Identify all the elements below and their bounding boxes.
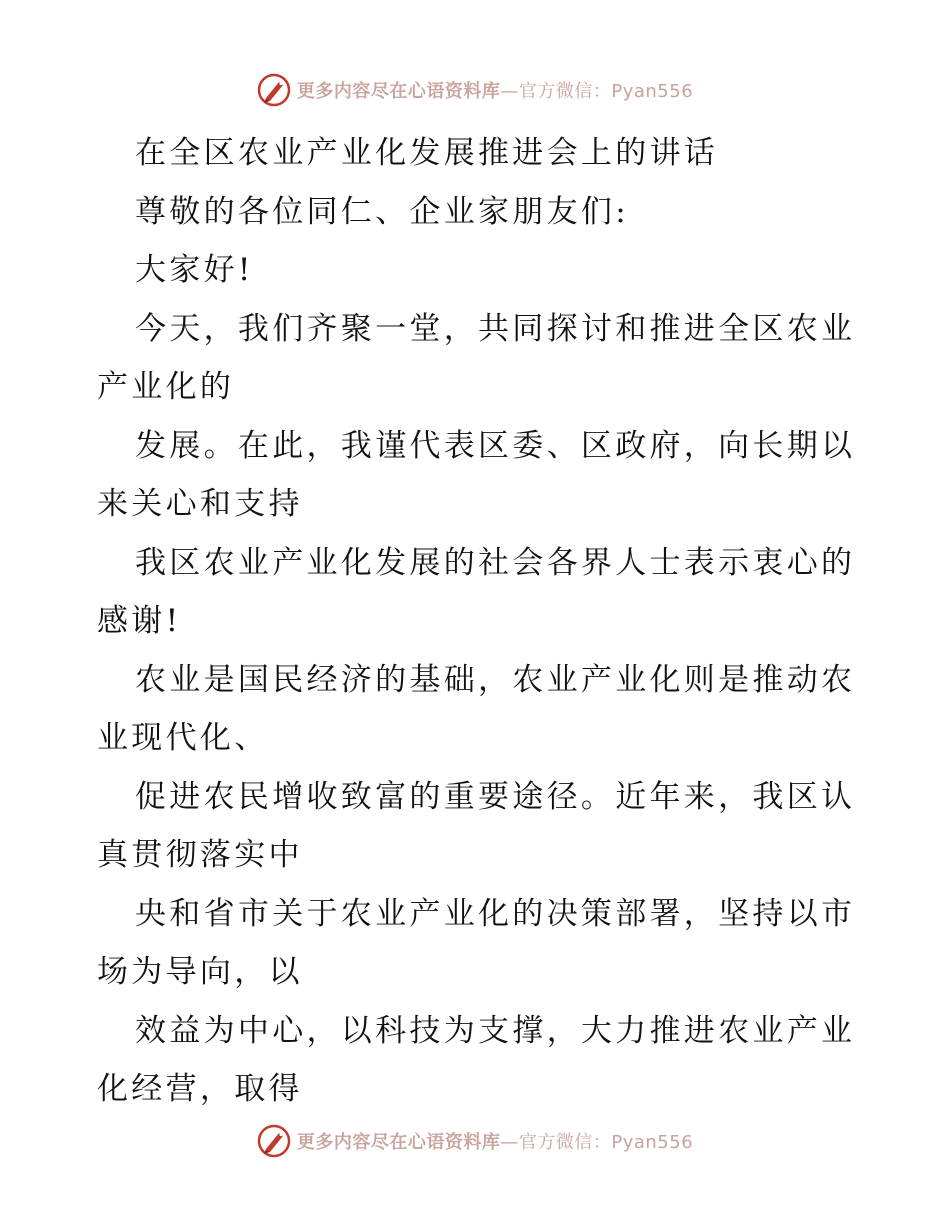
text-line: 效益为中心，以科技为支撑，大力推进农业产业 [135, 1012, 856, 1049]
header-banner-text [297, 77, 693, 103]
text-line: 化经营，取得 [97, 1071, 303, 1107]
header-banner-bold: 更多内容尽在心语资料库 [296, 81, 501, 102]
text-line: 感谢! [97, 603, 182, 639]
text-line: 来关心和支持 [97, 486, 303, 522]
text-line: 我区农业产业化发展的社会各界人士表示衷心的 [135, 544, 856, 581]
footer-banner-text [297, 1128, 693, 1154]
text-line: 尊敬的各位同仁、企业家朋友们: [135, 193, 629, 230]
text-line: 央和省市关于农业产业化的决策部署，坚持以市 [135, 895, 856, 932]
header-banner [0, 70, 950, 110]
text-line: 场为导向，以 [97, 954, 303, 990]
text-line: 发展。在此，我谨代表区委、区政府，向长期以 [135, 427, 856, 464]
footer-banner-light: —官方微信：Pyan556 [500, 1132, 694, 1153]
pen-logo-icon [257, 1124, 291, 1158]
footer-banner [0, 1121, 950, 1161]
text-line: 促进农民增收致富的重要途径。近年来，我区认 [135, 778, 856, 815]
pen-logo-icon [257, 73, 291, 107]
text-line: 产业化的 [97, 369, 235, 405]
footer-banner-bold: 更多内容尽在心语资料库 [296, 1132, 501, 1153]
text-line: 真贯彻落实中 [97, 837, 303, 873]
text-line: 农业是国民经济的基础，农业产业化则是推动农 [135, 661, 856, 698]
text-line: 今天，我们齐聚一堂，共同探讨和推进全区农业 [135, 310, 856, 347]
document-body [97, 124, 857, 1119]
text-line: 在全区农业产业化发展推进会上的讲话 [135, 135, 719, 171]
text-line: 业现代化、 [97, 720, 269, 756]
text-line: 大家好! [135, 252, 254, 288]
header-banner-light: —官方微信：Pyan556 [500, 81, 694, 102]
